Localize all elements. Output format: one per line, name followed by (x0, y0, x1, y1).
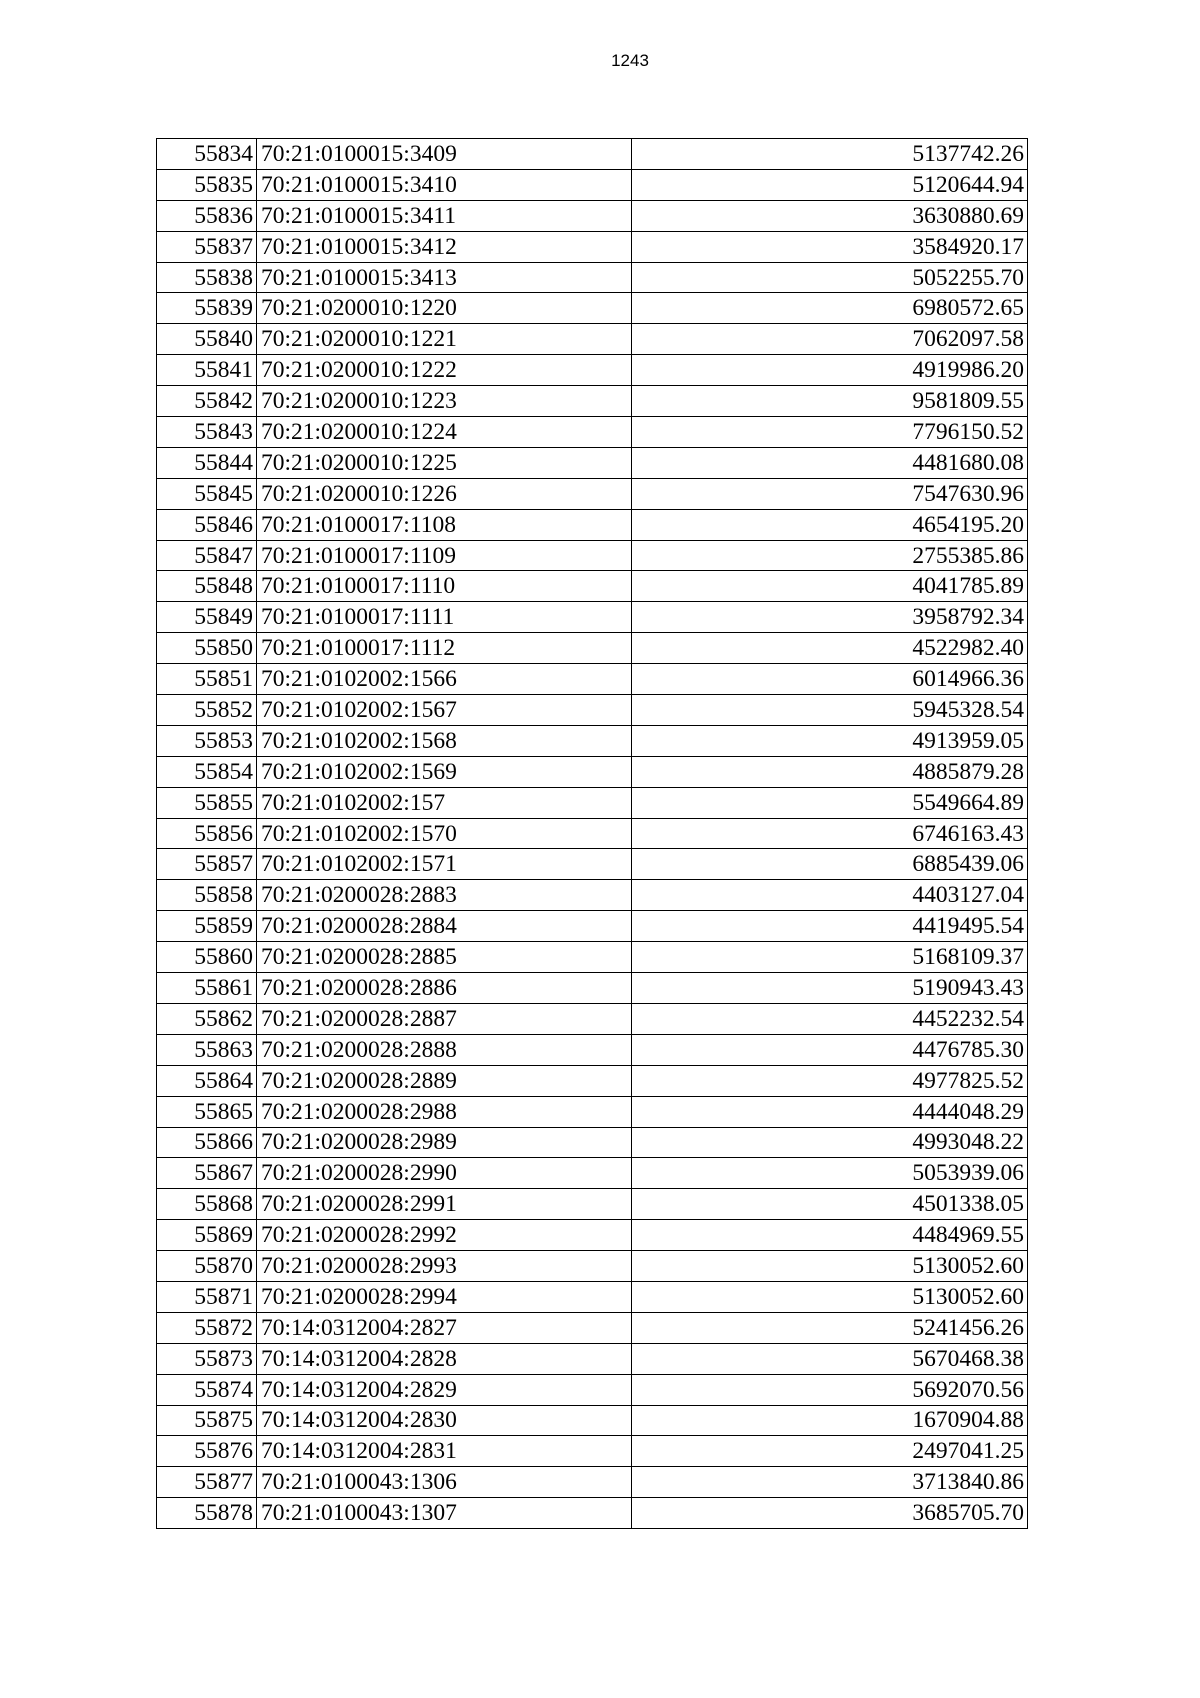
table-body (157, 139, 1028, 1529)
row-number-cell: 55863 (157, 1034, 257, 1065)
cadastral-number-cell: 70:14:0312004:2829 (257, 1374, 632, 1405)
row-number-cell: 55875 (157, 1405, 257, 1436)
cadastral-value-cell: 5549664.89 (632, 787, 1028, 818)
cadastral-number-cell: 70:21:0100015:3409 (257, 139, 632, 170)
cadastral-value-cell: 4403127.04 (632, 880, 1028, 911)
table-row (157, 1220, 1028, 1251)
row-number-cell: 55876 (157, 1436, 257, 1467)
cadastral-number-cell: 70:21:0102002:1569 (257, 756, 632, 787)
cadastral-number-cell: 70:21:0200028:2888 (257, 1034, 632, 1065)
cadastral-number-cell: 70:21:0200028:2993 (257, 1251, 632, 1282)
row-number-cell: 55844 (157, 447, 257, 478)
table-row (157, 509, 1028, 540)
cadastral-value-cell: 4452232.54 (632, 1003, 1028, 1034)
cadastral-value-cell: 6885439.06 (632, 849, 1028, 880)
cadastral-number-cell: 70:21:0200028:2994 (257, 1281, 632, 1312)
cadastral-value-cell: 1670904.88 (632, 1405, 1028, 1436)
table-row (157, 849, 1028, 880)
table-row (157, 1158, 1028, 1189)
cadastral-value-cell: 3685705.70 (632, 1498, 1028, 1529)
cadastral-value-cell: 5945328.54 (632, 695, 1028, 726)
cadastral-value-cell: 5120644.94 (632, 169, 1028, 200)
table-row (157, 447, 1028, 478)
cadastral-value-cell: 5130052.60 (632, 1251, 1028, 1282)
row-number-cell: 55870 (157, 1251, 257, 1282)
table-row (157, 633, 1028, 664)
row-number-cell: 55852 (157, 695, 257, 726)
row-number-cell: 55858 (157, 880, 257, 911)
cadastral-value-cell: 5190943.43 (632, 973, 1028, 1004)
row-number-cell: 55867 (157, 1158, 257, 1189)
row-number-cell: 55862 (157, 1003, 257, 1034)
row-number-cell: 55866 (157, 1127, 257, 1158)
cadastral-number-cell: 70:21:0100017:1109 (257, 540, 632, 571)
table-row (157, 169, 1028, 200)
cadastral-number-cell: 70:21:0100043:1307 (257, 1498, 632, 1529)
cadastral-value-cell: 4041785.89 (632, 571, 1028, 602)
cadastral-number-cell: 70:21:0200028:2886 (257, 973, 632, 1004)
cadastral-value-cell: 6980572.65 (632, 293, 1028, 324)
cadastral-value-cell: 3713840.86 (632, 1467, 1028, 1498)
table-row (157, 293, 1028, 324)
cadastral-number-cell: 70:21:0200010:1221 (257, 324, 632, 355)
cadastral-number-cell: 70:21:0200010:1224 (257, 417, 632, 448)
row-number-cell: 55840 (157, 324, 257, 355)
table-row (157, 417, 1028, 448)
table-row (157, 386, 1028, 417)
cadastral-number-cell: 70:21:0200028:2991 (257, 1189, 632, 1220)
table-row (157, 1312, 1028, 1343)
row-number-cell: 55851 (157, 664, 257, 695)
cadastral-value-cell: 5130052.60 (632, 1281, 1028, 1312)
row-number-cell: 55835 (157, 169, 257, 200)
row-number-cell: 55843 (157, 417, 257, 448)
cadastral-number-cell: 70:21:0102002:157 (257, 787, 632, 818)
cadastral-value-cell: 4522982.40 (632, 633, 1028, 664)
row-number-cell: 55854 (157, 756, 257, 787)
cadastral-value-cell: 3630880.69 (632, 200, 1028, 231)
cadastral-number-cell: 70:21:0100017:1110 (257, 571, 632, 602)
table-row (157, 1281, 1028, 1312)
cadastral-number-cell: 70:21:0102002:1571 (257, 849, 632, 880)
cadastral-value-cell: 5137742.26 (632, 139, 1028, 170)
table-row (157, 540, 1028, 571)
cadastral-value-cell: 4993048.22 (632, 1127, 1028, 1158)
cadastral-value-cell: 6746163.43 (632, 818, 1028, 849)
row-number-cell: 55839 (157, 293, 257, 324)
row-number-cell: 55847 (157, 540, 257, 571)
table-row (157, 355, 1028, 386)
row-number-cell: 55860 (157, 942, 257, 973)
row-number-cell: 55868 (157, 1189, 257, 1220)
table-row (157, 725, 1028, 756)
table-row (157, 1467, 1028, 1498)
row-number-cell: 55849 (157, 602, 257, 633)
row-number-cell: 55869 (157, 1220, 257, 1251)
row-number-cell: 55853 (157, 725, 257, 756)
cadastral-value-cell: 3584920.17 (632, 231, 1028, 262)
cadastral-number-cell: 70:21:0100017:1112 (257, 633, 632, 664)
cadastral-value-cell: 5168109.37 (632, 942, 1028, 973)
row-number-cell: 55845 (157, 478, 257, 509)
row-number-cell: 55856 (157, 818, 257, 849)
cadastral-value-cell: 7062097.58 (632, 324, 1028, 355)
cadastral-value-cell: 4419495.54 (632, 911, 1028, 942)
cadastral-number-cell: 70:14:0312004:2830 (257, 1405, 632, 1436)
cadastral-value-cell: 2755385.86 (632, 540, 1028, 571)
cadastral-value-cell: 4654195.20 (632, 509, 1028, 540)
cadastral-value-table (156, 138, 1028, 1529)
row-number-cell: 55837 (157, 231, 257, 262)
row-number-cell: 55864 (157, 1065, 257, 1096)
table-row (157, 1096, 1028, 1127)
row-number-cell: 55834 (157, 139, 257, 170)
table-row (157, 787, 1028, 818)
row-number-cell: 55857 (157, 849, 257, 880)
page-number: 1243 (611, 51, 649, 70)
cadastral-value-cell: 5670468.38 (632, 1343, 1028, 1374)
table-row (157, 1251, 1028, 1282)
table-row (157, 324, 1028, 355)
table-row (157, 818, 1028, 849)
cadastral-number-cell: 70:21:0200028:2889 (257, 1065, 632, 1096)
cadastral-number-cell: 70:21:0200010:1220 (257, 293, 632, 324)
cadastral-number-cell: 70:21:0200028:2883 (257, 880, 632, 911)
cadastral-number-cell: 70:21:0100015:3410 (257, 169, 632, 200)
table-row (157, 200, 1028, 231)
table-row (157, 1374, 1028, 1405)
table-row (157, 880, 1028, 911)
row-number-cell: 55846 (157, 509, 257, 540)
cadastral-number-cell: 70:21:0200010:1222 (257, 355, 632, 386)
cadastral-number-cell: 70:21:0200028:2887 (257, 1003, 632, 1034)
table-row (157, 1498, 1028, 1529)
table-row (157, 756, 1028, 787)
table-row (157, 478, 1028, 509)
cadastral-value-cell: 5241456.26 (632, 1312, 1028, 1343)
table-row (157, 942, 1028, 973)
row-number-cell: 55873 (157, 1343, 257, 1374)
table-row (157, 1405, 1028, 1436)
cadastral-number-cell: 70:21:0102002:1570 (257, 818, 632, 849)
cadastral-number-cell: 70:21:0200010:1223 (257, 386, 632, 417)
table-row (157, 1003, 1028, 1034)
row-number-cell: 55855 (157, 787, 257, 818)
table-row (157, 1189, 1028, 1220)
cadastral-value-cell: 4484969.55 (632, 1220, 1028, 1251)
cadastral-number-cell: 70:21:0200010:1226 (257, 478, 632, 509)
table-row (157, 911, 1028, 942)
cadastral-value-cell: 5053939.06 (632, 1158, 1028, 1189)
table-row (157, 262, 1028, 293)
row-number-cell: 55842 (157, 386, 257, 417)
cadastral-number-cell: 70:21:0200028:2992 (257, 1220, 632, 1251)
table-row (157, 571, 1028, 602)
row-number-cell: 55871 (157, 1281, 257, 1312)
row-number-cell: 55836 (157, 200, 257, 231)
cadastral-number-cell: 70:21:0200028:2885 (257, 942, 632, 973)
cadastral-value-cell: 2497041.25 (632, 1436, 1028, 1467)
cadastral-number-cell: 70:21:0102002:1568 (257, 725, 632, 756)
cadastral-value-cell: 4476785.30 (632, 1034, 1028, 1065)
cadastral-number-cell: 70:21:0200010:1225 (257, 447, 632, 478)
row-number-cell: 55841 (157, 355, 257, 386)
cadastral-number-cell: 70:14:0312004:2828 (257, 1343, 632, 1374)
table-row (157, 664, 1028, 695)
cadastral-value-cell: 5052255.70 (632, 262, 1028, 293)
row-number-cell: 55859 (157, 911, 257, 942)
cadastral-value-cell: 5692070.56 (632, 1374, 1028, 1405)
cadastral-number-cell: 70:21:0200028:2988 (257, 1096, 632, 1127)
table-row (157, 602, 1028, 633)
table-row (157, 695, 1028, 726)
cadastral-value-cell: 3958792.34 (632, 602, 1028, 633)
row-number-cell: 55848 (157, 571, 257, 602)
cadastral-value-cell: 4501338.05 (632, 1189, 1028, 1220)
cadastral-value-cell: 4919986.20 (632, 355, 1028, 386)
cadastral-number-cell: 70:21:0102002:1567 (257, 695, 632, 726)
table-row (157, 231, 1028, 262)
table-row (157, 1065, 1028, 1096)
cadastral-number-cell: 70:21:0100017:1108 (257, 509, 632, 540)
cadastral-value-cell: 7796150.52 (632, 417, 1028, 448)
table-row (157, 973, 1028, 1004)
cadastral-value-cell: 4444048.29 (632, 1096, 1028, 1127)
cadastral-value-cell: 7547630.96 (632, 478, 1028, 509)
cadastral-value-cell: 4481680.08 (632, 447, 1028, 478)
cadastral-value-cell: 4977825.52 (632, 1065, 1028, 1096)
cadastral-number-cell: 70:21:0200028:2990 (257, 1158, 632, 1189)
row-number-cell: 55850 (157, 633, 257, 664)
cadastral-number-cell: 70:21:0100017:1111 (257, 602, 632, 633)
cadastral-number-cell: 70:21:0100015:3413 (257, 262, 632, 293)
row-number-cell: 55877 (157, 1467, 257, 1498)
cadastral-number-cell: 70:14:0312004:2831 (257, 1436, 632, 1467)
table-row (157, 1343, 1028, 1374)
cadastral-value-cell: 4913959.05 (632, 725, 1028, 756)
row-number-cell: 55865 (157, 1096, 257, 1127)
cadastral-number-cell: 70:21:0200028:2884 (257, 911, 632, 942)
cadastral-number-cell: 70:21:0102002:1566 (257, 664, 632, 695)
row-number-cell: 55874 (157, 1374, 257, 1405)
cadastral-number-cell: 70:21:0100043:1306 (257, 1467, 632, 1498)
row-number-cell: 55872 (157, 1312, 257, 1343)
cadastral-number-cell: 70:14:0312004:2827 (257, 1312, 632, 1343)
cadastral-value-cell: 6014966.36 (632, 664, 1028, 695)
cadastral-value-cell: 4885879.28 (632, 756, 1028, 787)
table-row (157, 139, 1028, 170)
table-row (157, 1034, 1028, 1065)
cadastral-number-cell: 70:21:0100015:3411 (257, 200, 632, 231)
row-number-cell: 55878 (157, 1498, 257, 1529)
table-row (157, 1127, 1028, 1158)
cadastral-value-cell: 9581809.55 (632, 386, 1028, 417)
row-number-cell: 55861 (157, 973, 257, 1004)
row-number-cell: 55838 (157, 262, 257, 293)
cadastral-number-cell: 70:21:0200028:2989 (257, 1127, 632, 1158)
table-row (157, 1436, 1028, 1467)
cadastral-number-cell: 70:21:0100015:3412 (257, 231, 632, 262)
